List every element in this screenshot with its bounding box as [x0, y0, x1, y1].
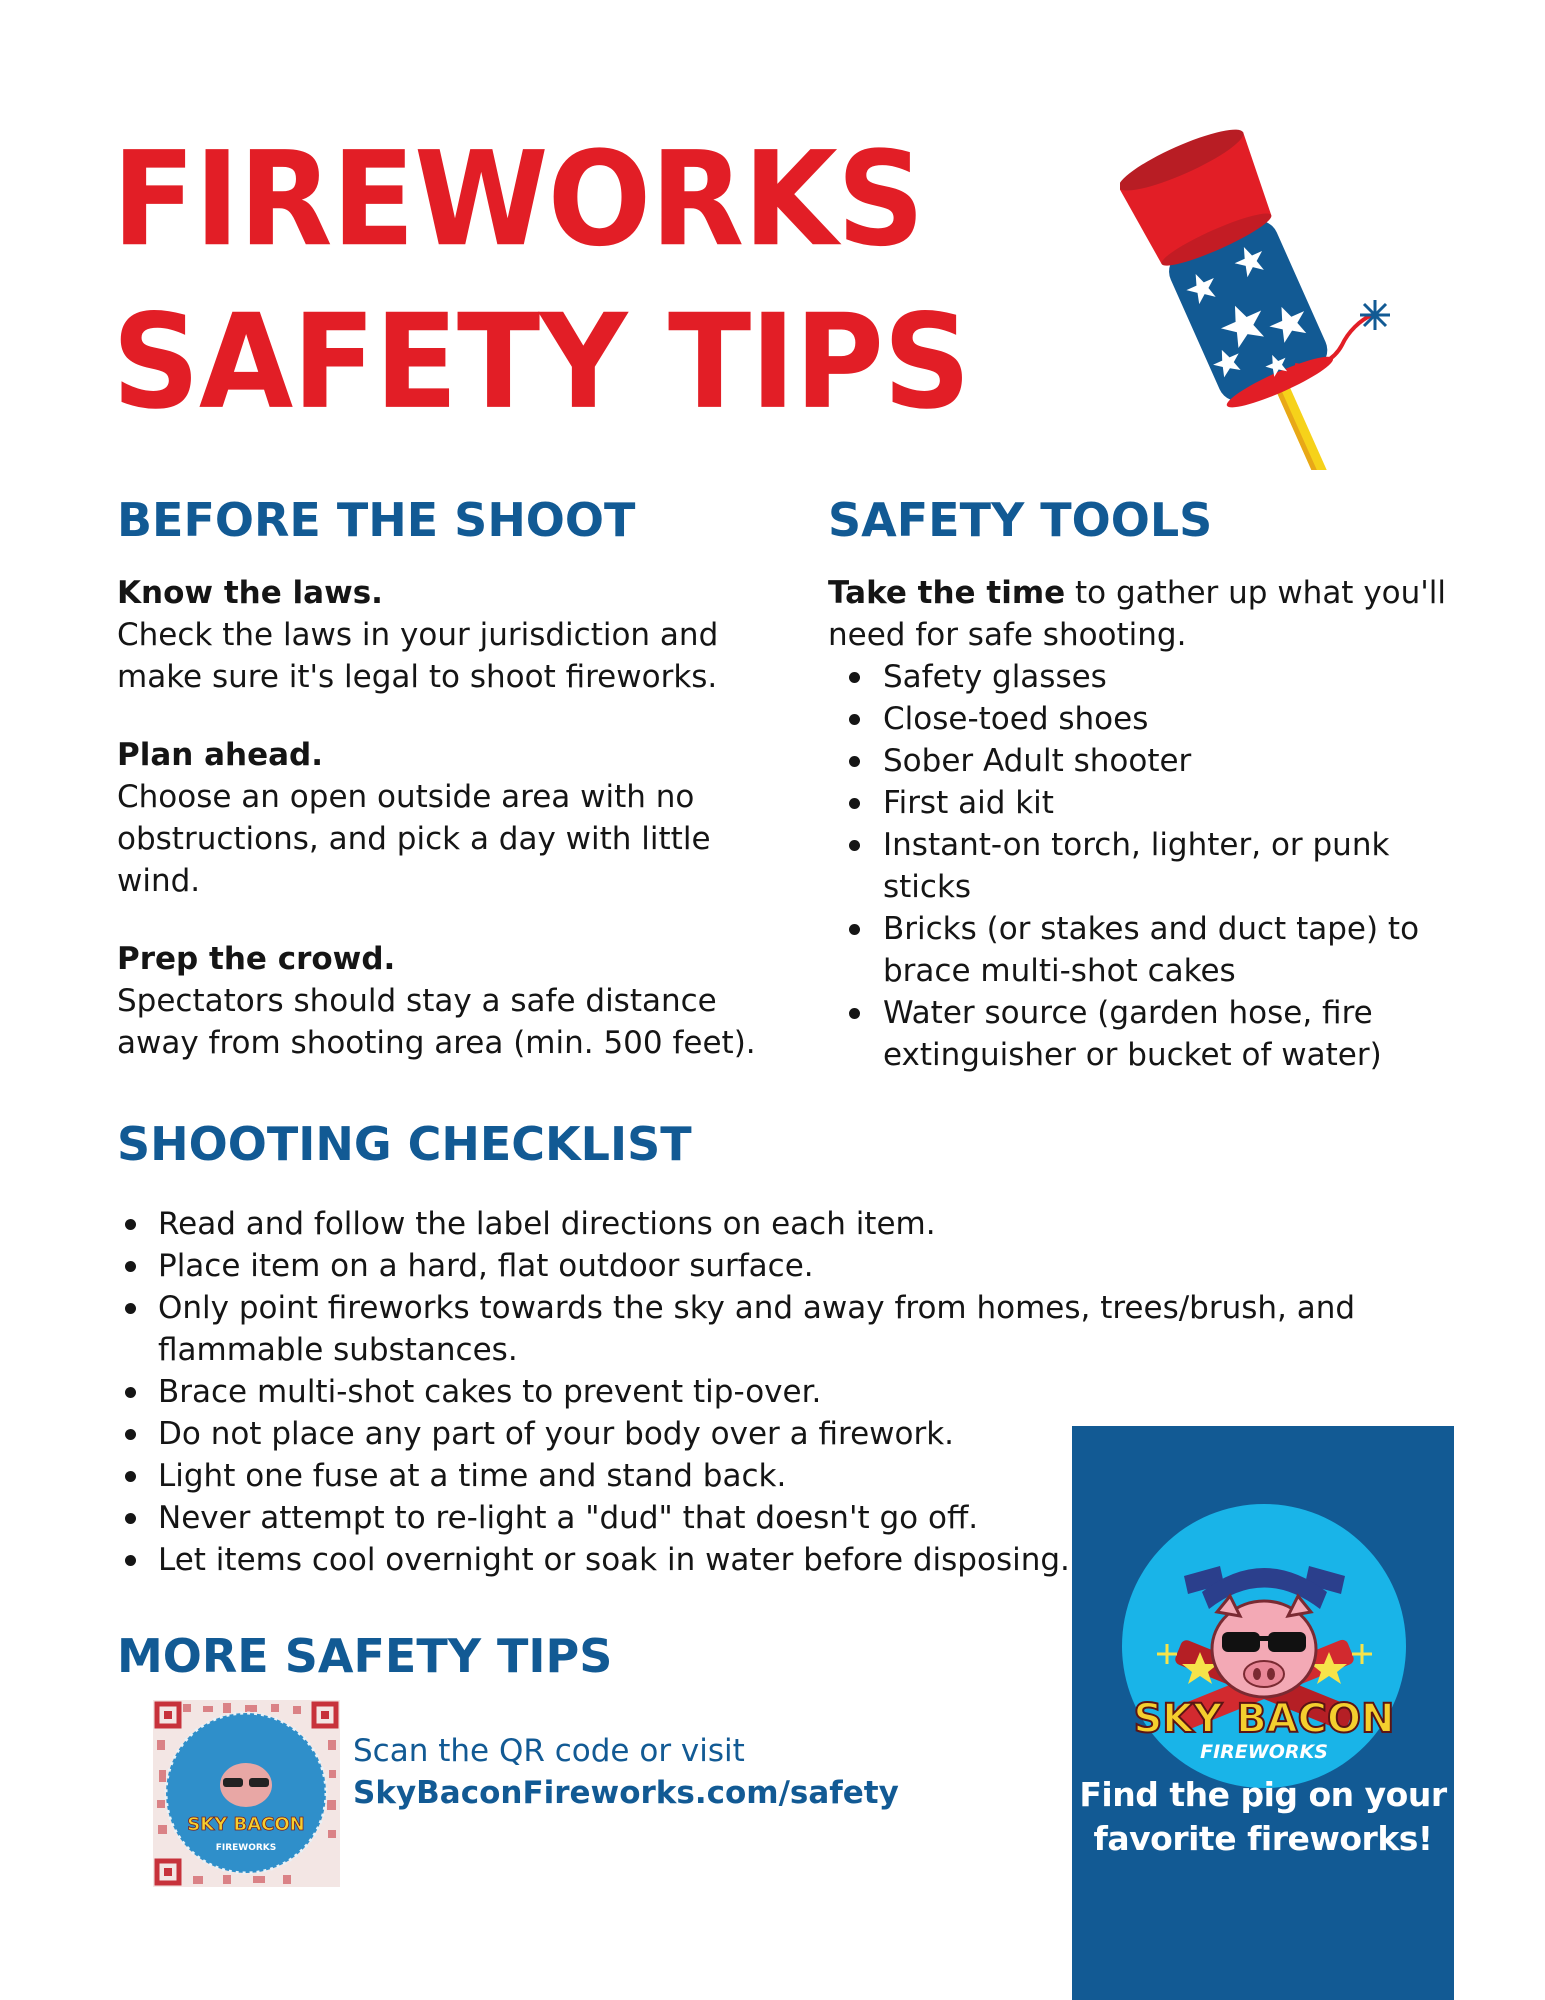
list-item: Instant-on torch, lighter, or punk sticks [828, 824, 1468, 908]
list-item: Water source (garden hose, fire extinguisher or bucket of water) [828, 992, 1468, 1076]
tip-text-line: Spectators should stay a safe distance [117, 983, 717, 1019]
safety-tools-intro-line-2: need for safe shooting. [828, 617, 1187, 653]
intro-bold: Take the time [828, 575, 1066, 611]
shooting-checklist-heading: SHOOTING CHECKLIST [117, 1117, 692, 1171]
qr-code[interactable] [153, 1700, 340, 1887]
logo-wordmark: SKY BACON [1133, 1696, 1395, 1742]
sky-bacon-logo [1122, 1504, 1407, 1789]
promo-line-2: favorite fireworks! [1093, 1819, 1433, 1858]
title-line-1: FIREWORKS [112, 123, 924, 276]
before-the-shoot-section [117, 572, 757, 1100]
qr-logo-subtext: FIREWORKS [215, 1843, 277, 1853]
qr-logo-text: SKY BACON [187, 1814, 305, 1835]
list-item: Close-toed shoes [828, 698, 1468, 740]
safety-tools-heading: SAFETY TOOLS [828, 493, 1213, 547]
list-item: Only point fireworks towards the sky and away from homes, trees/brush, and flammable substances. [117, 1287, 1377, 1371]
intro-rest: to gather up what you'll [1065, 575, 1447, 611]
list-item: First aid kit [828, 782, 1468, 824]
safety-tools-section [828, 572, 1468, 1076]
tip-text-line: away from shooting area (min. 500 feet). [117, 1025, 756, 1061]
page-title [112, 118, 1112, 443]
tip-prep-the-crowd [117, 938, 757, 1064]
tip-text-line: Check the laws in your jurisdiction and [117, 617, 719, 653]
safety-url-link[interactable]: SkyBaconFireworks.com/safety [353, 1775, 899, 1811]
list-item: Do not place any part of your body over a firework. [117, 1413, 1377, 1455]
list-item: Let items cool overnight or soak in water before disposing. [117, 1539, 1377, 1581]
qr-instructions [353, 1730, 899, 1814]
safety-tools-intro [828, 572, 1468, 614]
before-the-shoot-heading: BEFORE THE SHOOT [117, 493, 636, 547]
safety-tools-list [828, 656, 1468, 1076]
more-safety-tips-heading: MORE SAFETY TIPS [117, 1629, 613, 1683]
logo-subtext: FIREWORKS [1200, 1741, 1328, 1763]
title-line-2: SAFETY TIPS [112, 285, 970, 438]
list-item: Place item on a hard, flat outdoor surface. [117, 1245, 1377, 1287]
promo-tagline [1072, 1773, 1454, 1861]
tip-text-line: obstructions, and pick a day with little [117, 821, 711, 857]
list-item: Never attempt to re-light a "dud" that doesn't go off. [117, 1497, 1377, 1539]
promo-line-1: Find the pig on your [1079, 1775, 1447, 1814]
tip-text-line: Choose an open outside area with no [117, 779, 695, 815]
sky-bacon-promo-panel [1072, 1426, 1454, 2000]
tip-text-line: make sure it's legal to shoot fireworks. [117, 659, 718, 695]
list-item: Read and follow the label directions on each item. [117, 1203, 1377, 1245]
firework-rocket-icon [1120, 120, 1400, 470]
scan-text: Scan the QR code or visit [353, 1733, 745, 1769]
tip-title: Plan ahead. [117, 737, 324, 773]
tip-know-the-laws [117, 572, 757, 698]
list-item: Sober Adult shooter [828, 740, 1468, 782]
list-item: Bricks (or stakes and duct tape) to brace multi-shot cakes [828, 908, 1468, 992]
tip-plan-ahead [117, 734, 757, 902]
tip-title: Prep the crowd. [117, 941, 396, 977]
tip-title: Know the laws. [117, 575, 383, 611]
list-item: Light one fuse at a time and stand back. [117, 1455, 1377, 1497]
tip-text-line: wind. [117, 863, 201, 899]
list-item: Safety glasses [828, 656, 1468, 698]
list-item: Brace multi-shot cakes to prevent tip-over. [117, 1371, 1377, 1413]
